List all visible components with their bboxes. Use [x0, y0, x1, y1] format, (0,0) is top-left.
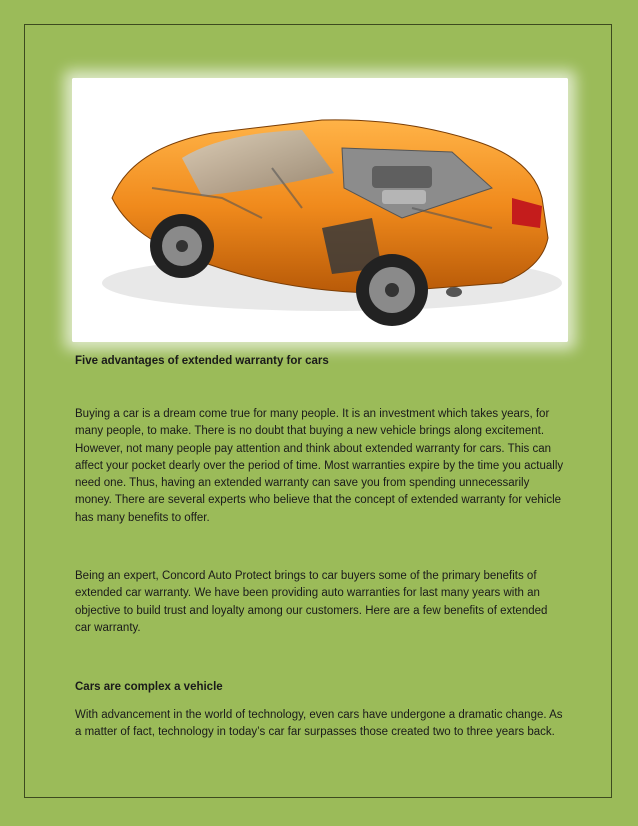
car-illustration — [72, 78, 568, 342]
subheading-complex-vehicle: Cars are complex a vehicle — [75, 681, 223, 693]
car-cutaway-image — [72, 78, 568, 342]
paragraph-company: Being an expert, Concord Auto Protect brings to car buyers some of the primary benefits of extended car warranty. We have been providing auto warranties for last many years with an objective to build trust and loyalty among our customers. Here are a few benefits of extended car warranty. — [75, 570, 548, 634]
paragraph-intro: Buying a car is a dream come true for many people. It is an investment which takes years, for many people, to make. There is no doubt that buying a new vehicle brings along excitement. However, not many people pay attention and think about extended warranty for cars. This can affect your pocket dearly over the period of time. Most warranties expire by the time you actually need one. Thus, having an extended warranty can save you from spending unnecessarily money. There are several experts who believe that the concept of extended warranty for vehicle has many benefits to offer. — [75, 408, 564, 524]
document-title: Five advantages of extended warranty for cars — [75, 355, 329, 367]
paragraph-technology: With advancement in the world of technology, even cars have undergone a dramatic change. As a matter of fact, technology in today’s car far surpasses those created two to three years back. — [75, 709, 563, 739]
